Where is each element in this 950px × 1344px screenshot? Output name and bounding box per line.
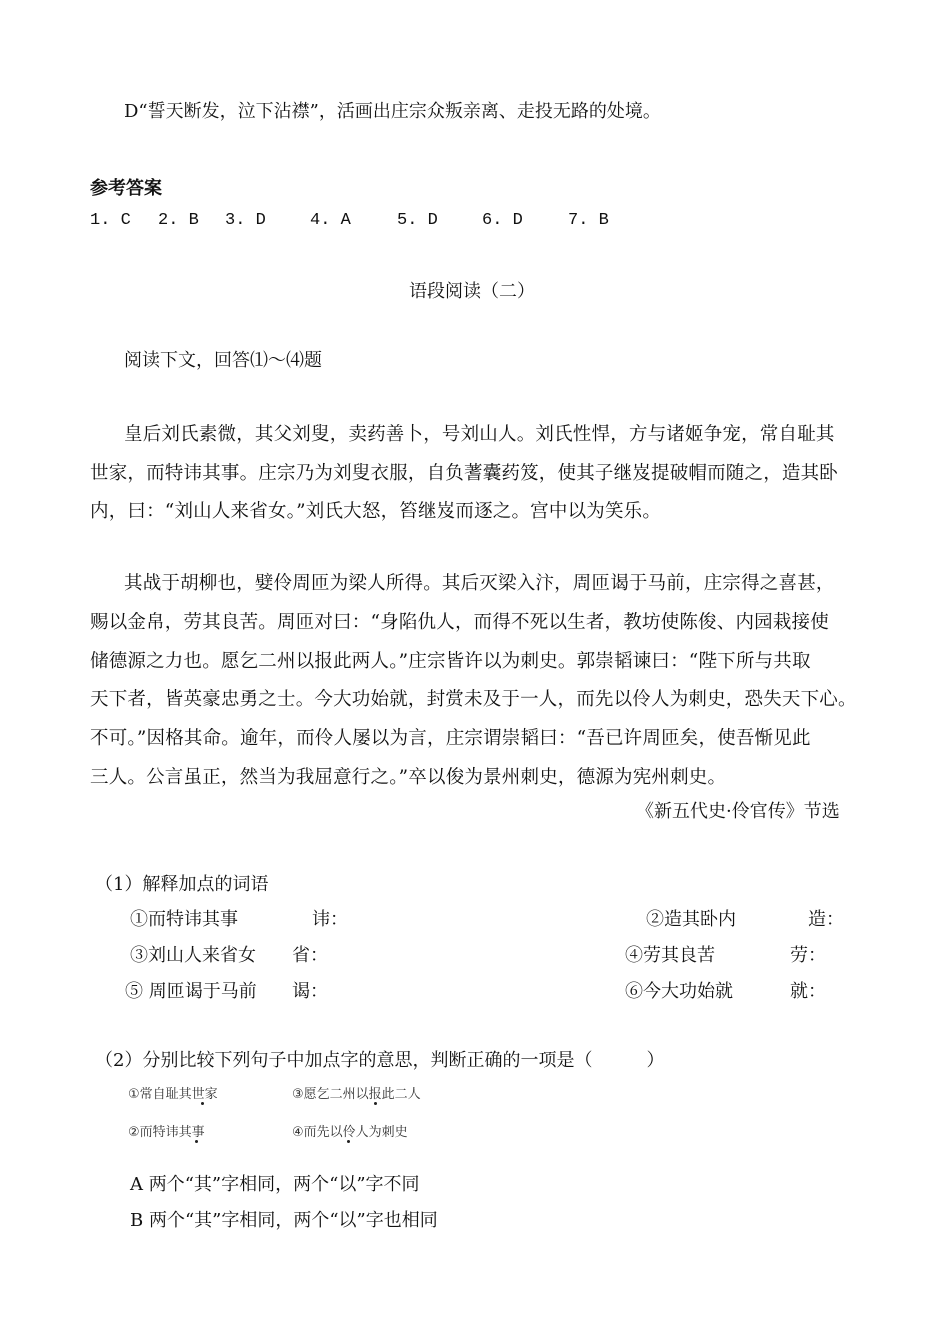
q1-prompt: （1）解释加点的词语 (95, 874, 269, 895)
q2-prompt: （2）分别比较下列句子中加点字的意思，判断正确的一项是（ ） (95, 1050, 665, 1071)
q1-phrase: ⑥今大功始就 (625, 981, 733, 1002)
answer-item: 2. B (158, 211, 199, 230)
q1-key: 讳： (312, 909, 348, 930)
q1-phrase: ②造其卧内 (646, 909, 736, 930)
section-title: 语段阅读（二） (409, 281, 535, 302)
answer-item: 3. D (225, 211, 266, 230)
q1-key: 省： (292, 945, 328, 966)
q2-sentence: ③愿乞二州以报此二人 (292, 1087, 421, 1102)
answer-item: 4. A (310, 211, 351, 230)
answers-heading: 参考答案 (90, 178, 162, 199)
answer-item: 7. B (568, 211, 609, 230)
q1-phrase: ③刘山人来省女 (130, 945, 256, 966)
passage-line: 储德源之力也。愿乞二州以报此两人。”庄宗皆许以为刺史。郭崇韬谏曰：“陛下所与共取 (90, 651, 811, 672)
emphasis-dot (347, 1140, 350, 1143)
emphasis-dot (201, 1102, 204, 1105)
passage-line: 赐以金帛，劳其良苦。周匝对曰：“身陷仇人，而得不死以生者，教坊使陈俊、内园栽接使 (90, 612, 829, 633)
q1-phrase: ④劳其良苦 (625, 945, 715, 966)
q1-key: 造： (808, 909, 844, 930)
passage-line: 世家，而特讳其事。庄宗乃为刘叟衣服，自负蓍囊药笈，使其子继岌提破帽而随之，造其卧 (90, 463, 839, 484)
reading-instruction: 阅读下文，回答⑴～⑷题 (124, 350, 322, 371)
passage-line: 天下者，皆英豪忠勇之士。今大功始就，封赏未及于一人，而先以伶人为刺史，恐失天下心。 (90, 689, 857, 710)
q1-phrase: ①而特讳其事 (130, 909, 238, 930)
answer-item: 5. D (397, 211, 438, 230)
passage-line: 皇后刘氏素微，其父刘叟，卖药善卜，号刘山人。刘氏性悍，方与诸姬争宠，常自耻其 (124, 424, 835, 445)
passage-line: 不可。”因格其命。逾年，而伶人屡以为言，庄宗谓崇韬曰：“吾已许周匝矣，使吾惭见此 (90, 728, 811, 749)
q2-sentence: ④而先以伶人为刺史 (292, 1125, 408, 1140)
q2-option-a: A 两个“其”字相同，两个“以”字不同 (130, 1174, 420, 1195)
q1-key: 劳： (790, 945, 826, 966)
emphasis-dot (195, 1140, 198, 1143)
q1-phrase: ⑤ 周匝谒于马前 (125, 981, 257, 1002)
passage-line: 内，曰：“刘山人来省女。”刘氏大怒，笞继岌而逐之。宫中以为笑乐。 (90, 501, 662, 522)
q2-sentence: ②而特讳其事 (128, 1125, 205, 1140)
q1-key: 谒： (292, 981, 328, 1002)
q1-key: 就： (790, 981, 826, 1002)
passage-line: 其战于胡柳也，嬖伶周匝为梁人所得。其后灭梁入汴，周匝谒于马前，庄宗得之喜甚， (124, 573, 835, 594)
answer-item: 6. D (482, 211, 523, 230)
q2-sentence: ①常自耻其世家 (128, 1087, 218, 1102)
passage-line: 三人。公言虽正，然当为我屈意行之。”卒以俊为景州刺史，德源为宪州刺史。 (90, 767, 727, 788)
q2-option-b: B 两个“其”字相同，两个“以”字也相同 (130, 1210, 438, 1231)
option-d-text: D“誓天断发，泣下沾襟”，活画出庄宗众叛亲离、走投无路的处境。 (124, 101, 661, 122)
passage-source: 《新五代史·伶官传》节选 (636, 801, 840, 822)
answer-item: 1. C (90, 211, 131, 230)
emphasis-dot (374, 1102, 377, 1105)
